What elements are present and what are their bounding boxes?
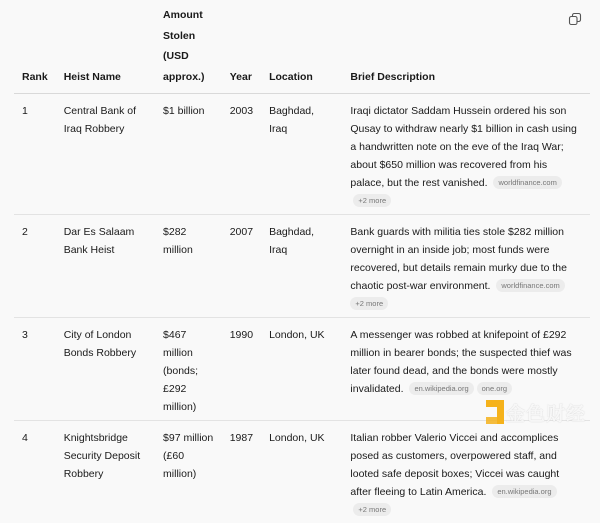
cell-description — [342, 421, 590, 523]
description-text: Italian robber Valerio Viccei and accomplices posed as customers, overpowered staff, and looted safe deposit boxes; Viccei was caught after fleeing to Latin America. — [350, 432, 559, 498]
description-text: Iraqi dictator Saddam Hussein ordered his son Qusay to withdraw nearly $1 billion in cash using a handwritten note on the eve of the Iraq War; about $650 million was recovered from his palace, but the rest vanished. — [350, 105, 576, 189]
cell-description — [342, 215, 590, 318]
source-link[interactable]: worldfinance.com — [496, 279, 564, 292]
header-rank: Rank — [14, 0, 56, 94]
source-link[interactable]: worldfinance.com — [493, 176, 561, 189]
table-row — [14, 215, 590, 318]
header-description: Brief Description — [342, 0, 590, 94]
header-year: Year — [222, 0, 261, 94]
cell-heist-name: Knightsbridge Security Deposit Robbery — [56, 421, 155, 523]
table-row — [14, 318, 590, 421]
source-link[interactable]: en.wikipedia.org — [409, 382, 473, 395]
cell-description — [342, 94, 590, 215]
cell-description — [342, 318, 590, 421]
cell-location: London, UK — [261, 318, 342, 421]
table-row — [14, 421, 590, 523]
cell-rank: 1 — [14, 94, 56, 215]
source-link-2[interactable]: one.org — [477, 382, 512, 395]
header-amount-line1: Amount — [163, 9, 203, 21]
header-location: Location — [261, 0, 342, 94]
cell-year: 1990 — [222, 318, 261, 421]
cell-heist-name: City of London Bonds Robbery — [56, 318, 155, 421]
cell-rank: 4 — [14, 421, 56, 523]
cell-year: 2007 — [222, 215, 261, 318]
cell-amount: $467 million (bonds; £292 million) — [155, 318, 222, 421]
cell-heist-name: Dar Es Salaam Bank Heist — [56, 215, 155, 318]
cell-location: Baghdad, Iraq — [261, 94, 342, 215]
cell-rank: 2 — [14, 215, 56, 318]
more-sources-link[interactable]: +2 more — [353, 503, 391, 516]
cell-amount: $97 million (£60 million) — [155, 421, 222, 523]
cell-rank: 3 — [14, 318, 56, 421]
cell-location: Baghdad, Iraq — [261, 215, 342, 318]
watermark-text: 金色财经 — [506, 399, 586, 426]
cell-year: 2003 — [222, 94, 261, 215]
heists-table — [14, 0, 590, 523]
cell-amount: $282 million — [155, 215, 222, 318]
more-sources-link[interactable]: +2 more — [353, 194, 391, 207]
table-header-row — [14, 0, 590, 94]
source-link[interactable]: en.wikipedia.org — [492, 485, 556, 498]
header-heist-name: Heist Name — [56, 0, 155, 94]
cell-amount: $1 billion — [155, 94, 222, 215]
more-sources-link[interactable]: +2 more — [350, 297, 388, 310]
description-text: A messenger was robbed at knifepoint of £292 million in bearer bonds; the suspected thief was later found dead, and the bonds were mostly invalidated. — [350, 329, 571, 395]
description-text: Bank guards with militia ties stole $282 million overnight in an inside job; most funds were recovered, but details remain murky due to the chaotic post-war environment. — [350, 226, 567, 292]
table-row — [14, 94, 590, 215]
header-amount-line2: Stolen (USD — [163, 30, 195, 63]
cell-heist-name: Central Bank of Iraq Robbery — [56, 94, 155, 215]
cell-location: London, UK — [261, 421, 342, 523]
header-amount-line3: approx.) — [163, 71, 204, 83]
header-amount — [155, 0, 222, 94]
cell-year: 1987 — [222, 421, 261, 523]
